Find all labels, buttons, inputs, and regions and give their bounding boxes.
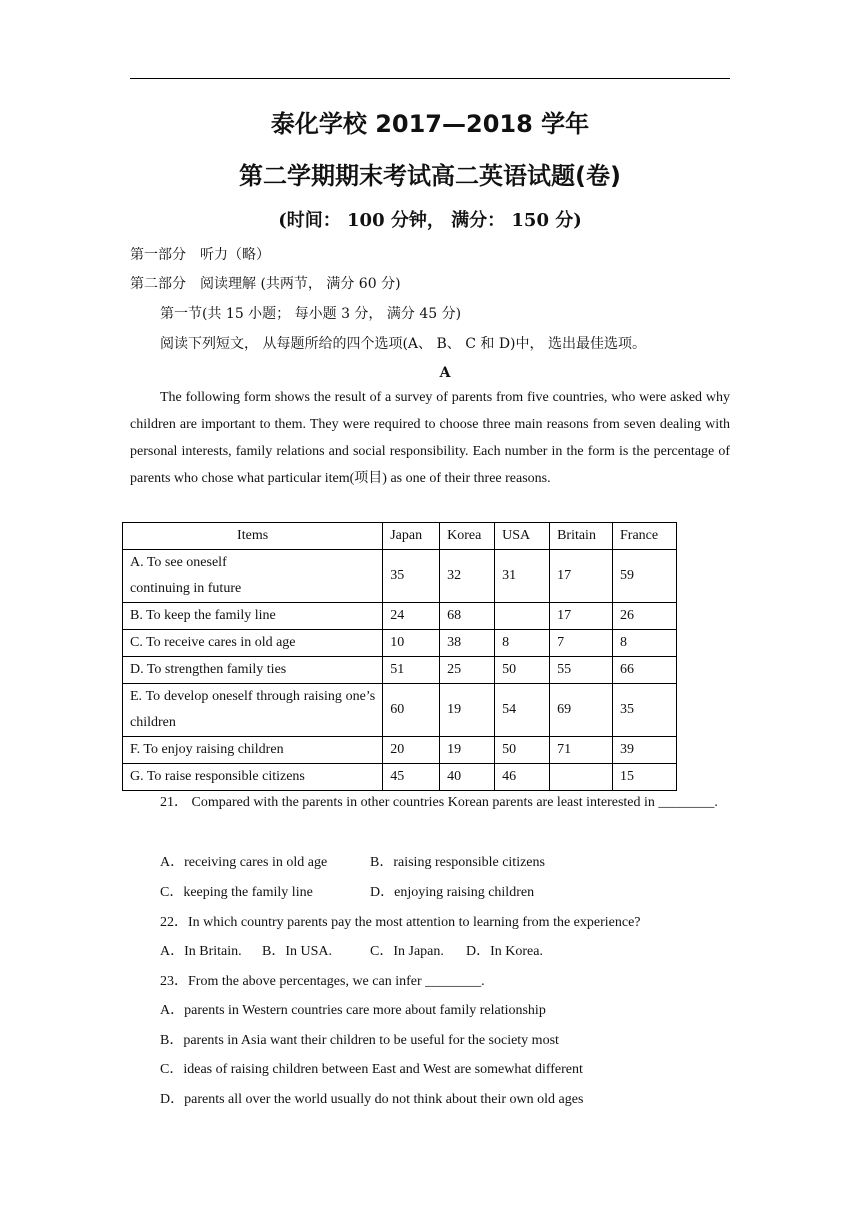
- question-21-option-a: A．receiving cares in old age: [160, 855, 328, 870]
- table-cell: 45: [383, 764, 440, 791]
- passage-text: The following form shows the result of a survey of parents from five countries, who were asked why children are important to them. They were required to choose three main reasons from seven dealing with personal interests, family relations and social responsibility. Each number in the form is the percentage of parents who chose what particular item(项目) as one of their three reasons.: [130, 390, 730, 486]
- table-cell: 15: [613, 764, 677, 791]
- table-cell: 19: [440, 737, 495, 764]
- table-row: [123, 550, 677, 603]
- table-row: [123, 630, 677, 657]
- table-cell: [495, 603, 550, 630]
- table-cell: 59: [613, 550, 677, 603]
- table-item-cell: G. To raise responsible citizens: [123, 764, 383, 791]
- table-cell: [550, 764, 613, 791]
- table-row: [123, 737, 677, 764]
- question-22-option-d: D．In Korea.: [466, 944, 543, 959]
- table-cell: 8: [495, 630, 550, 657]
- instructions: 阅读下列短文， 从每题所给的四个选项(A、 B、 C 和 D)中， 选出最佳选项。: [160, 336, 646, 352]
- question-21-option-b: B．raising responsible citizens: [370, 855, 545, 870]
- table-cell: 19: [440, 684, 495, 737]
- question-23-option-c: C．ideas of raising children between East and West are somewhat different: [160, 1062, 583, 1077]
- table-item-cell: C. To receive cares in old age: [123, 630, 383, 657]
- table-row: [123, 603, 677, 630]
- table-row: [123, 657, 677, 684]
- table-cell: 17: [550, 603, 613, 630]
- table-cell: 32: [440, 550, 495, 603]
- passage-label: A: [439, 365, 451, 381]
- table-header-row: [123, 523, 677, 550]
- table-cell: 69: [550, 684, 613, 737]
- table-header-cell: Japan: [383, 523, 440, 550]
- question-21-option-d: D．enjoying raising children: [370, 885, 535, 900]
- table-cell: 51: [383, 657, 440, 684]
- table-cell: 40: [440, 764, 495, 791]
- section1-heading: 第一节(共 15 小题； 每小题 3 分， 满分 45 分): [160, 306, 462, 322]
- table-cell: 35: [613, 684, 677, 737]
- survey-table: [122, 522, 677, 791]
- table-cell: 46: [495, 764, 550, 791]
- table-cell: 17: [550, 550, 613, 603]
- exam-title: 第二学期期末考试高二英语试题(卷): [239, 162, 621, 190]
- table-cell: 66: [613, 657, 677, 684]
- table-cell: 24: [383, 603, 440, 630]
- question-21-option-c: C．keeping the family line: [160, 885, 313, 900]
- exam-time-score: (时间： 100 分钟， 满分： 150 分): [278, 210, 582, 231]
- table-cell: 54: [495, 684, 550, 737]
- table-cell: 35: [383, 550, 440, 603]
- question-23-option-b: B．parents in Asia want their children to be useful for the society most: [160, 1033, 559, 1048]
- question-22-stem: 22．In which country parents pay the most attention to learning from the experience?: [160, 915, 641, 930]
- question-23-option-a: A．parents in Western countries care more about family relationship: [160, 1003, 546, 1018]
- table-header-cell: Items: [123, 523, 383, 550]
- table-cell: 26: [613, 603, 677, 630]
- header-rule: [130, 78, 730, 79]
- table-cell: 55: [550, 657, 613, 684]
- question-22-option-a: A．In Britain.: [160, 944, 242, 959]
- question-23-stem: 23．From the above percentages, we can infer ________.: [160, 974, 485, 989]
- table-row: [123, 764, 677, 791]
- table-cell: 39: [613, 737, 677, 764]
- part2-heading: 第二部分 阅读理解 (共两节， 满分 60 分): [130, 276, 401, 292]
- table-cell: 7: [550, 630, 613, 657]
- table-header-cell: Korea: [440, 523, 495, 550]
- table-cell: 68: [440, 603, 495, 630]
- table-cell: 50: [495, 657, 550, 684]
- question-21-stem: 21． Compared with the parents in other countries Korean parents are least interested in ________.: [160, 795, 718, 810]
- table-cell: 10: [383, 630, 440, 657]
- table-cell: 50: [495, 737, 550, 764]
- question-22-option-c: C．In Japan.: [370, 944, 444, 959]
- table-cell: 8: [613, 630, 677, 657]
- exam-school-title: 泰化学校 2017—2018 学年: [270, 110, 590, 138]
- table-item-cell: D. To strengthen family ties: [123, 657, 383, 684]
- question-23-option-d: D．parents all over the world usually do not think about their own old ages: [160, 1092, 584, 1107]
- question-22-option-b: B．In USA.: [262, 944, 333, 959]
- table-item-cell: B. To keep the family line: [123, 603, 383, 630]
- table-cell: 71: [550, 737, 613, 764]
- table-header-cell: France: [613, 523, 677, 550]
- table-row: [123, 684, 677, 737]
- table-cell: 38: [440, 630, 495, 657]
- table-cell: 60: [383, 684, 440, 737]
- table-cell: 31: [495, 550, 550, 603]
- table-cell: 20: [383, 737, 440, 764]
- table-item-cell: E. To develop oneself through raising one’s children: [123, 684, 383, 737]
- part1-heading: 第一部分 听力（略）: [130, 247, 270, 263]
- table-item-cell: F. To enjoy raising children: [123, 737, 383, 764]
- table-header-cell: USA: [495, 523, 550, 550]
- table-cell: 25: [440, 657, 495, 684]
- table-header-cell: Britain: [550, 523, 613, 550]
- table-item-cell: A. To see oneself continuing in future: [123, 550, 383, 603]
